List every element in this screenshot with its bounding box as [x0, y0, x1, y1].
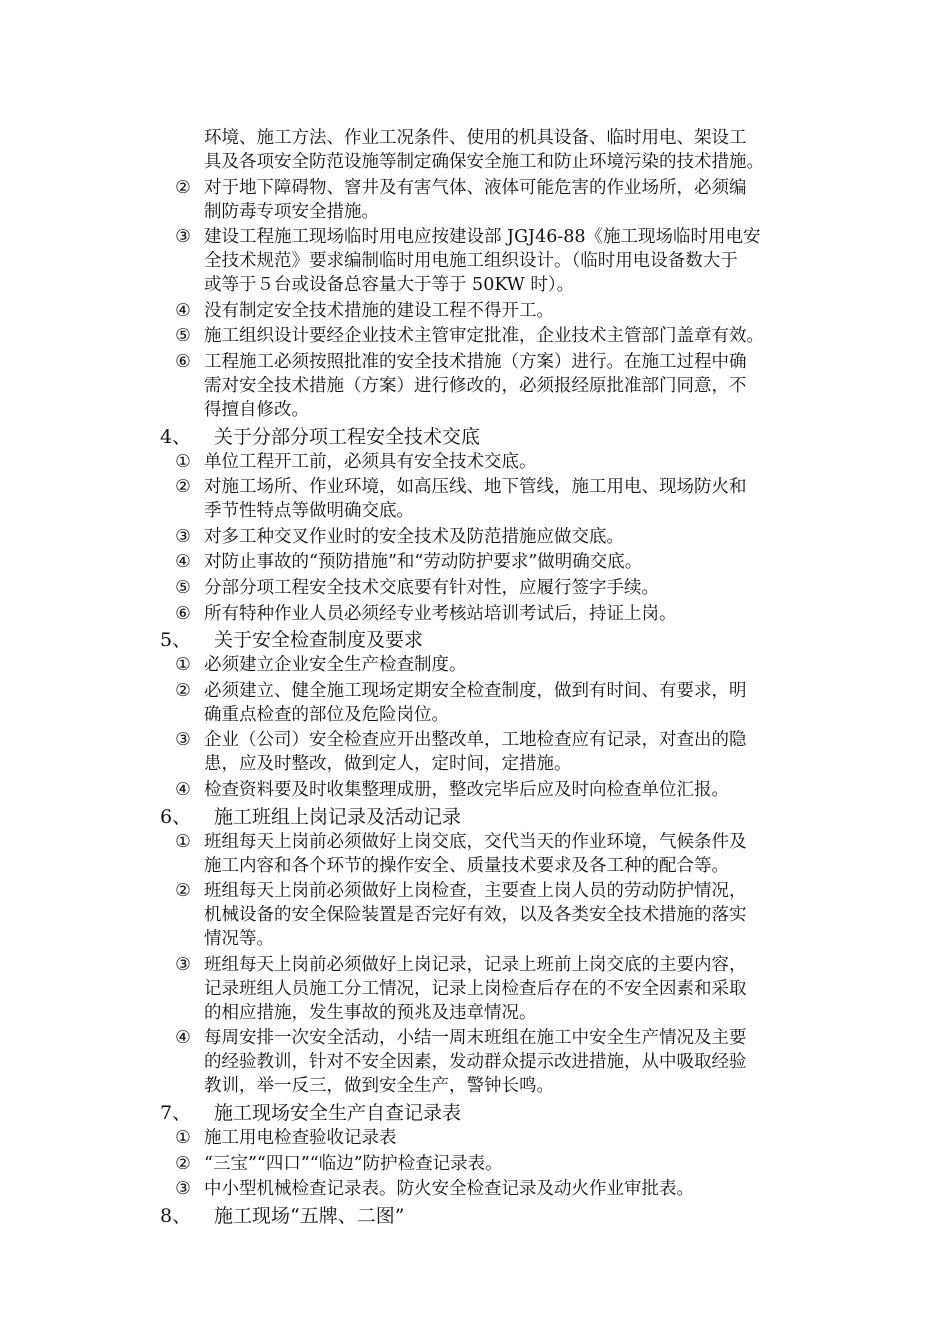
- item-marker: ⑥: [175, 603, 191, 624]
- item-text: 制防毒专项安全措施。: [204, 201, 379, 222]
- item-text: 季节性特点等做明确交底。: [204, 501, 414, 522]
- item-marker: ④: [175, 300, 191, 321]
- section-number: 5、: [160, 629, 192, 652]
- item-text: 得擅自修改。: [204, 400, 309, 420]
- item-marker: ②: [175, 680, 191, 701]
- item-marker: ④: [175, 552, 191, 573]
- item-text: 单位工程开工前，必须具有安全技术交底。: [204, 451, 537, 472]
- item-marker: ②: [175, 1153, 191, 1174]
- item-text: “三宝”“四口”“临边”防护检查记录表。: [204, 1153, 503, 1174]
- item-text: 分部分项工程安全技术交底要有针对性，应履行签字手续。: [204, 578, 659, 598]
- item-text: 工程施工必须按照批准的安全技术措施（方案）进行。在施工过程中确: [204, 352, 747, 372]
- item-text: 的相应措施，发生事故的预兆及违章情况。: [204, 1002, 537, 1023]
- paragraph-text: 环境、施工方法、作业工况条件、使用的机具设备、临时用电、架设工: [204, 128, 747, 148]
- item-text: 每周安排一次安全活动，小结一周末班组在施工中安全生产情况及主要: [204, 1028, 747, 1049]
- item-text: 患，应及时整改，做到定人，定时间，定措施。: [204, 754, 572, 775]
- item-text: 检查资料要及时收集整理成册，整改完毕后应及时向检查单位汇报。: [204, 780, 729, 800]
- section-number: 4、: [160, 425, 192, 448]
- section-title: 施工现场“五牌、二图”: [214, 1204, 405, 1227]
- item-marker: ②: [175, 477, 191, 498]
- item-text: 中小型机械检查记录表。防火安全检查记录及动火作业审批表。: [204, 1179, 694, 1200]
- item-text: 必须建立企业安全生产检查制度。: [204, 655, 467, 676]
- item-text: 没有制定安全技术措施的建设工程不得开工。: [204, 300, 554, 321]
- item-text: 施工组织设计要经企业技术主管审定批准，企业技术主管部门盖章有效。: [204, 326, 764, 347]
- section-number: 8、: [160, 1204, 192, 1227]
- item-text: 确重点检查的部位及危险岗位。: [204, 704, 449, 725]
- item-text: 班组每天上岗前必须做好上岗记录，记录上班前上岗交底的主要内容，: [204, 954, 747, 975]
- paragraph-text: 具及各项安全防范设施等制定确保安全施工和防止环境污染的技术措施。: [204, 152, 764, 172]
- item-text: 对施工场所、作业环境，如高压线、地下管线，施工用电、现场防火和: [204, 477, 747, 498]
- item-text: 或等于５台或设备总容量大于等于 50KW 时）。: [204, 275, 575, 296]
- item-marker: ⑤: [175, 326, 191, 347]
- item-text: 对于地下障碍物、窨井及有害气体、液体可能危害的作业场所，必须编: [204, 177, 747, 198]
- section-number: 6、: [160, 805, 192, 828]
- item-text: 教训，举一反三，做到安全生产，警钟长鸣。: [204, 1076, 554, 1097]
- section-title: 关于分部分项工程安全技术交底: [214, 425, 481, 448]
- item-text: 企业（公司）安全检查应开出整改单，工地检查应有记录，对查出的隐: [204, 730, 747, 751]
- item-text: 施工用电检查验收记录表: [204, 1128, 397, 1148]
- item-marker: ③: [175, 730, 191, 751]
- item-marker: ⑤: [175, 578, 191, 598]
- item-text: 对防止事故的“预防措施”和“劳动防护要求”做明确交底。: [204, 552, 643, 573]
- item-marker: ①: [175, 1128, 191, 1148]
- item-text: 班组每天上岗前必须做好上岗检查，主要查上岗人员的劳动防护情况，: [204, 881, 747, 902]
- item-text: 所有特种作业人员必须经专业考核站培训考试后，持证上岗。: [204, 603, 677, 624]
- item-text: 机械设备的安全保险装置是否完好有效，以及各类安全技术措施的落实: [204, 905, 747, 926]
- item-marker: ①: [175, 655, 191, 676]
- section-title: 施工现场安全生产自查记录表: [214, 1102, 462, 1124]
- item-text: 记录班组人员施工分工情况，记录上岗检查后存在的不安全因素和采取: [204, 978, 747, 999]
- item-text: 班组每天上岗前必须做好上岗交底，交代当天的作业环境，气候条件及: [204, 831, 747, 852]
- item-text: 全技术规范》要求编制临时用电施工组织设计。（临时用电设备数大于: [204, 251, 738, 272]
- item-text: 情况等。: [204, 929, 274, 950]
- item-marker: ②: [175, 177, 191, 198]
- item-marker: ④: [175, 780, 191, 800]
- item-text: 必须建立、健全施工现场定期安全检查制度，做到有时间、有要求，明: [204, 680, 747, 701]
- item-marker: ⑥: [175, 352, 191, 372]
- item-marker: ③: [175, 227, 191, 248]
- item-text: 施工内容和各个环节的操作安全、质量技术要求及各工种的配合等。: [204, 855, 729, 876]
- item-marker: ①: [175, 451, 191, 472]
- item-marker: ③: [175, 954, 191, 975]
- item-marker: ③: [175, 526, 191, 547]
- item-marker: ①: [175, 831, 191, 852]
- section-title: 关于安全检查制度及要求: [214, 629, 424, 652]
- section-title: 施工班组上岗记录及活动记录: [214, 805, 462, 828]
- item-text: 需对安全技术措施（方案）进行修改的，必须报经原批准部门同意，不: [204, 376, 747, 396]
- item-marker: ③: [175, 1179, 191, 1200]
- item-text: 的经验教训，针对不安全因素，发动群众提示改进措施，从中吸取经验: [204, 1052, 747, 1073]
- item-marker: ②: [175, 881, 191, 902]
- item-marker: ④: [175, 1028, 191, 1049]
- section-number: 7、: [160, 1102, 192, 1124]
- item-text: 建设工程施工现场临时用电应按建设部 JGJ46-88《施工现场临时用电安: [204, 227, 761, 248]
- item-text: 对多工种交叉作业时的安全技术及防范措施应做交底。: [204, 526, 624, 547]
